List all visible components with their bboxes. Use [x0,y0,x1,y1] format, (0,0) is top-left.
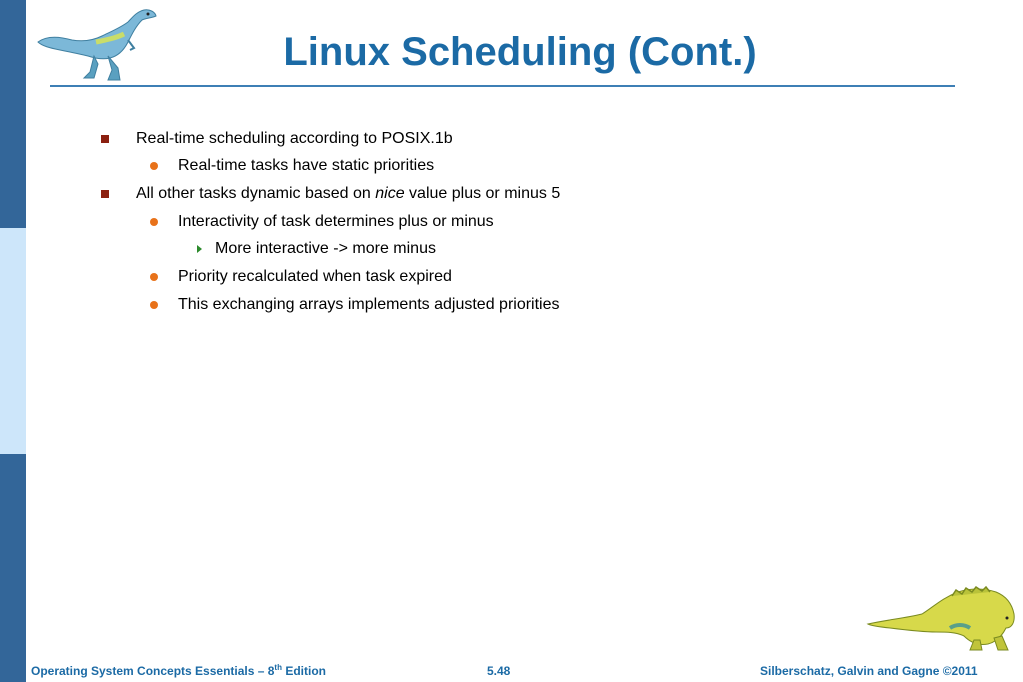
bullet-item: More interactive -> more minus [215,240,436,257]
square-bullet-icon [101,190,109,198]
footer-superscript: th [274,663,282,672]
side-bar-top [0,0,26,228]
bullet-item: Real-time scheduling according to POSIX.1b [136,130,453,147]
bullet-item: This exchanging arrays implements adjusted priorities [178,296,560,313]
dinosaur-icon [866,584,1018,654]
dot-bullet-icon [150,218,158,226]
dot-bullet-icon [150,162,158,170]
footer-book-edition: Edition [281,664,326,678]
slide-title: Linux Scheduling (Cont.) [283,30,757,74]
bullet-text: All other tasks dynamic based on [136,185,376,202]
footer-copyright: Silberschatz, Galvin and Gagne ©2011 [760,664,978,678]
dot-bullet-icon [150,301,158,309]
bullet-item [136,184,560,204]
dot-bullet-icon [150,273,158,281]
bullet-text: value plus or minus 5 [404,185,561,202]
bullet-item: Priority recalculated when task expired [178,268,452,285]
square-bullet-icon [101,135,109,143]
title-divider [50,85,955,87]
bullet-item: Interactivity of task determines plus or minus [178,213,494,230]
side-bar [0,0,26,682]
side-bar-middle [0,228,26,454]
side-bar-bottom [0,454,26,682]
arrow-bullet-icon [197,245,202,253]
page-number: 5.48 [487,664,511,678]
footer-book-title-text: Operating System Concepts Essentials – 8 [31,664,275,678]
bullet-item: Real-time tasks have static priorities [178,157,435,174]
footer-book-title [31,664,326,678]
nice-term: nice [375,185,405,202]
dinosaur-icon [36,6,160,86]
